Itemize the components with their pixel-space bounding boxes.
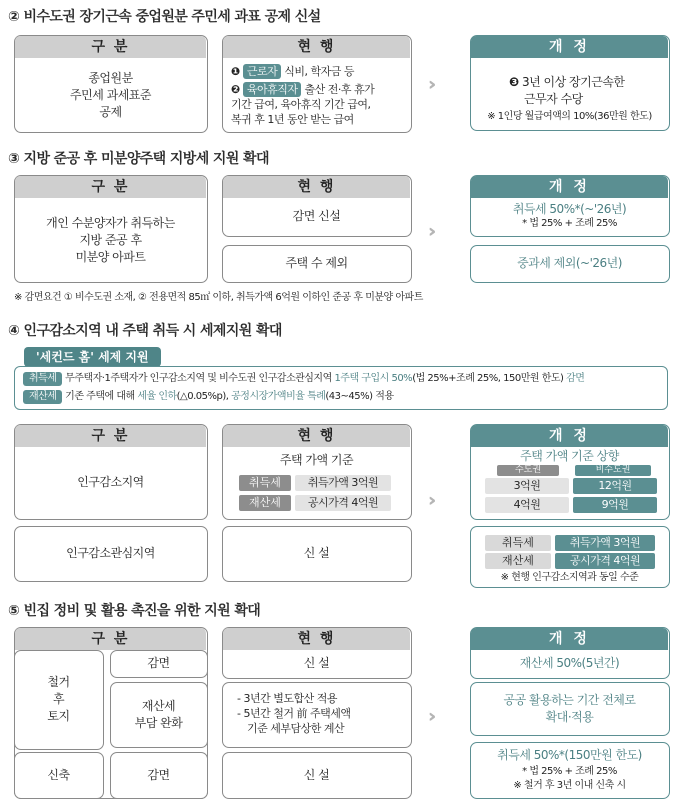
s4-current-prop-label: 재산세 <box>239 495 291 511</box>
s4-reform-r2-b: 9억원 <box>573 497 657 513</box>
s5-mid-cell-3 <box>110 752 208 799</box>
s5-arrow-icon: ››› <box>428 706 430 727</box>
s3-reform-2: 중과세 제외(~'26년) <box>517 256 622 270</box>
s5-reform-box-2 <box>470 682 670 736</box>
second-home-row-2: 재산세 기존 주택에 대해 세율 인하(△0.05%p), 공정시장가액비율 특례(43~45%) 적용 <box>23 390 394 404</box>
s5-current-2: - 3년간 별도합산 적용 - 5년간 철거 前 주택세액 기준 세부담상한 계산 <box>237 692 351 735</box>
s3-arrow-icon: ››› <box>428 221 430 242</box>
s2-current-box <box>222 35 412 133</box>
s5-mid-1: 감면 <box>147 656 170 670</box>
s4-current-acq-label: 취득세 <box>239 475 291 491</box>
s3-current-box-2 <box>222 245 412 283</box>
s3-gubun-box <box>14 175 208 283</box>
s4-current-prop-value: 공시가격 4억원 <box>295 495 391 511</box>
s5-reform-2: 공공 활용하는 기간 전체로 확대·적용 <box>503 692 636 724</box>
s4-reform2-acq-value: 취득가액 3억원 <box>555 535 655 551</box>
s4-arrow-icon: ››› <box>428 490 430 511</box>
s4-current-2: 신 설 <box>303 546 330 560</box>
s2-gubun-text: 종업원분 주민세 과세표준 공제 <box>70 70 151 119</box>
s5-gubun-header: 구 분 <box>15 628 206 650</box>
s2-reform-note: ※ 1인당 월급여액의 10%(36만원 한도) <box>487 111 652 122</box>
s3-reform-box-1 <box>470 175 670 237</box>
s4-reform2-prop-value: 공시가격 4억원 <box>555 553 655 569</box>
s5-current-box-2 <box>222 682 412 748</box>
s2-current-text: ❶ 근로자 식비, 학자금 등 ❷ 육아휴직자 출산 전·후 휴가 기간 급여, 육아휴직 기간 급여, 복귀 후 1년 동안 받는 급여 <box>231 65 375 126</box>
s2-reform-header: 개 정 <box>471 36 668 58</box>
s5-current-1: 신 설 <box>303 655 330 670</box>
s3-reform-header: 개 정 <box>471 176 668 198</box>
s5-mid-3: 감면 <box>147 767 170 782</box>
s5-left-cell-2 <box>14 752 104 799</box>
property-tax-badge: 재산세 <box>23 390 62 404</box>
s3-current-1: 감면 신설 <box>292 208 341 223</box>
parental-leave-badge: 육아휴직자 <box>243 82 302 97</box>
s4-reform2-acq-label: 취득세 <box>485 535 551 551</box>
s4-current-header: 현 행 <box>223 425 410 447</box>
s3-reform-1: 취득세 50%*(~'26년) <box>512 202 627 216</box>
s5-current-box-1 <box>222 627 412 679</box>
s4-reform-title: 주택 가액 기준 상향 <box>520 449 619 463</box>
s4-reform-col-a: 수도권 <box>497 465 559 476</box>
second-home-row-1: 취득세 무주택자·1주택자가 인구감소지역 및 비수도권 인구감소관심지역 1주택 구입시 50%(법 25%+조례 25%, 150만원 한도) 감면 <box>23 372 584 386</box>
s5-reform-box-1 <box>470 627 670 679</box>
s4-reform2-note: ※ 현행 인구감소지역과 동일 수준 <box>500 572 639 583</box>
s5-current-3: 신 설 <box>303 767 330 782</box>
s3-current-2: 주택 수 제외 <box>285 256 348 270</box>
s5-reform-3-note: * 법 25% + 조례 25% <box>522 766 617 777</box>
s2-gubun-header: 구 분 <box>15 36 206 58</box>
s3-current-box-1 <box>222 175 412 237</box>
s4-reform-r2-a: 4억원 <box>485 497 569 513</box>
s3-current-header: 현 행 <box>223 176 410 198</box>
s5-mid-cell-2 <box>110 682 208 748</box>
s5-reform-box-3 <box>470 742 670 799</box>
s5-reform-3: 취득세 50%*(150만원 한도) <box>497 748 642 762</box>
section-2-title: ② 비수도권 장기근속 중업원분 주민세 과표 공제 신설 <box>8 9 321 25</box>
section-3-title: ③ 지방 준공 후 미분양주택 지방세 지원 확대 <box>8 151 269 167</box>
s4-gubun-box-2 <box>14 526 208 582</box>
s5-mid-2: 재산세 부담 완화 <box>134 698 183 730</box>
s2-reform-box <box>470 35 670 131</box>
s4-gubun-1: 인구감소지역 <box>77 474 144 489</box>
second-home-tag: '세컨드 홈' 세제 지원 <box>24 347 161 367</box>
s2-current-header: 현 행 <box>223 36 410 58</box>
s4-current-title: 주택 가액 기준 <box>279 453 354 467</box>
s5-reform-1: 재산세 50%(5년간) <box>519 655 620 670</box>
s5-left-cell-1 <box>14 650 104 750</box>
s5-left-1: 철거 후 토지 <box>47 675 70 723</box>
s2-arrow-icon: ››› <box>428 74 430 95</box>
s2-reform-text: ❸ 3년 이상 장기근속한 근무자 수당 <box>509 75 625 106</box>
s4-reform-box-1 <box>470 424 670 520</box>
section-5-title: ⑤ 빈집 정비 및 활용 촉진을 위한 지원 확대 <box>8 603 261 619</box>
s4-current-acq-value: 취득가액 3억원 <box>295 475 391 491</box>
s4-current-box-2 <box>222 526 412 582</box>
s4-gubun-header: 구 분 <box>15 425 206 447</box>
section-4-title: ④ 인구감소지역 내 주택 취득 시 세제지원 확대 <box>8 323 282 339</box>
s4-reform2-prop-label: 재산세 <box>485 553 551 569</box>
s3-gubun-header: 구 분 <box>15 176 206 198</box>
s3-reform-1-note: * 법 25% + 조례 25% <box>522 218 617 229</box>
s4-reform-r1-b: 12억원 <box>573 478 657 494</box>
s3-footnote: ※ 감면요건 ① 비수도권 소재, ② 전용면적 85㎡ 이하, 취득가액 6억원 이하인 준공 후 미분양 아파트 <box>14 292 423 303</box>
second-home-box <box>14 366 668 410</box>
acq-tax-badge: 취득세 <box>23 372 62 386</box>
worker-badge: 근로자 <box>243 64 281 79</box>
s5-current-box-3 <box>222 752 412 799</box>
s4-reform-box-2 <box>470 526 670 588</box>
s4-reform-col-b: 비수도권 <box>575 465 651 476</box>
s2-gubun-box <box>14 35 208 133</box>
s4-gubun-box-1 <box>14 424 208 520</box>
s4-reform-header: 개 정 <box>471 425 668 447</box>
s3-reform-box-2 <box>470 245 670 283</box>
s5-reform-3-note2: ※ 철거 후 3년 이내 신축 시 <box>513 780 626 791</box>
s5-reform-header: 개 정 <box>471 628 668 650</box>
s4-current-box-1 <box>222 424 412 520</box>
s5-left-2: 신축 <box>47 767 70 782</box>
s3-gubun-text: 개인 수분양자가 취득하는 지방 준공 후 미분양 아파트 <box>46 215 175 264</box>
s5-mid-cell-1 <box>110 650 208 678</box>
s4-reform-r1-a: 3억원 <box>485 478 569 494</box>
s4-gubun-2: 인구감소관심지역 <box>66 546 155 560</box>
s5-current-header: 현 행 <box>223 628 410 650</box>
